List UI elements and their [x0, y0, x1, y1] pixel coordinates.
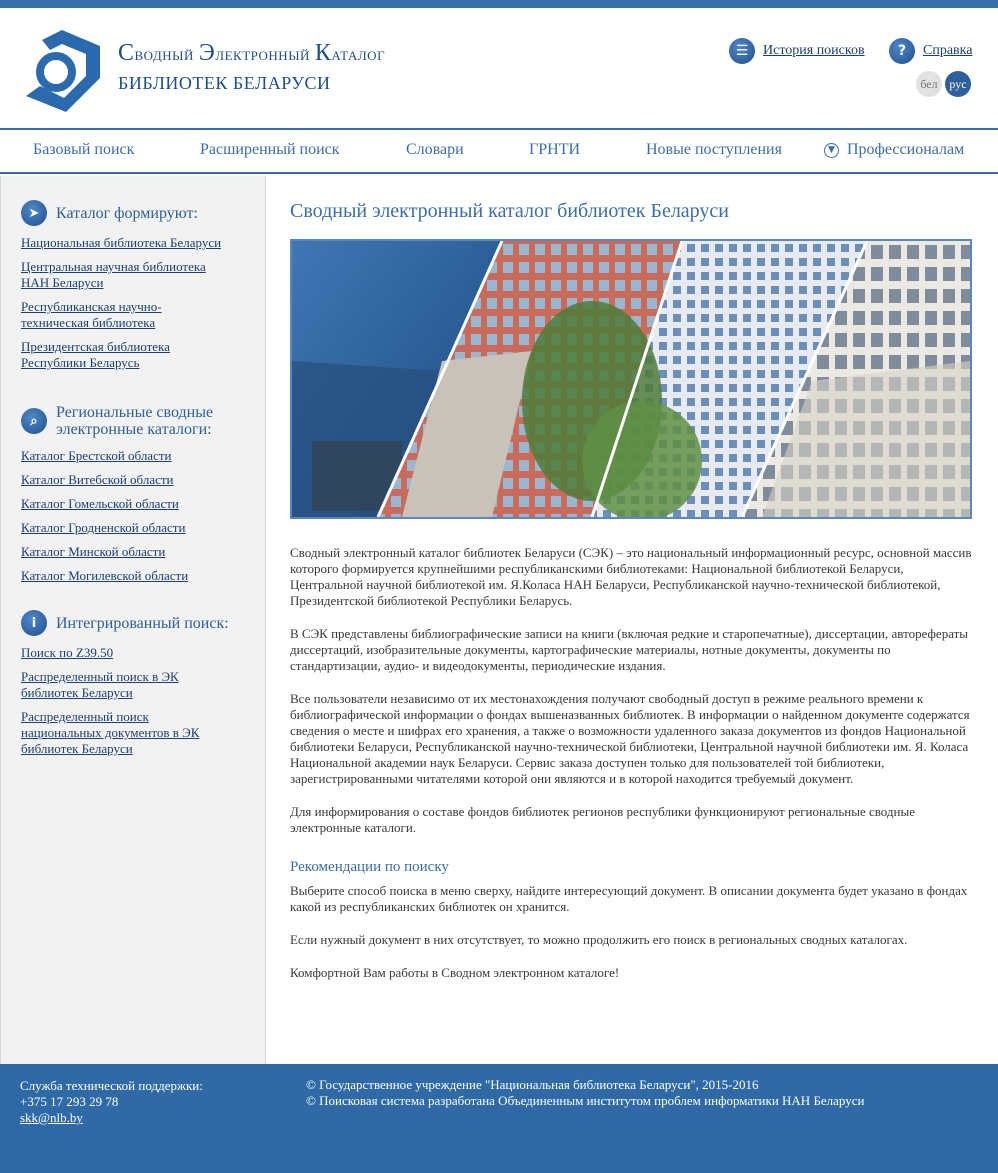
copyright-line-1: © Государственное учреждение "Национальная библиотека Беларуси", 2015-2016 — [306, 1077, 759, 1092]
title-word-2: лектронный — [215, 44, 315, 64]
site-title-line2: БИБЛИОТЕК БЕЛАРУСИ — [118, 73, 331, 93]
support-info — [20, 1078, 203, 1126]
regional-links — [21, 448, 251, 592]
regional-heading — [21, 404, 221, 438]
intro-paragraph-2: В СЭК представлены библиографические записи на книги (включая редкие и старопечатные), диссертации, авторефераты диссертаций, изобразительные документы, картографические материалы, нотные документы, документы по стандартизации, аудио- и видеодокументы, периодические издания. — [290, 626, 969, 673]
lang-rus-button[interactable]: рус — [945, 71, 971, 97]
intro-paragraph-4: Для информирования о составе фондов библиотек регионов республики функционируют региональные сводные электронные каталоги. — [290, 804, 915, 835]
title-cap-1: С — [118, 40, 135, 66]
footer — [0, 1064, 998, 1173]
nav-basic-search[interactable]: Базовый поиск — [33, 141, 135, 158]
integrated-links — [21, 645, 251, 765]
catalog-links — [21, 235, 251, 379]
integrated-heading — [21, 610, 229, 636]
link-republican-tech-library[interactable]: Республиканская научно-техническая библиотека — [21, 299, 162, 330]
sidebar — [0, 176, 266, 1064]
title-cap-3: К — [314, 40, 332, 66]
history-link-group[interactable] — [729, 38, 865, 64]
nav-grnti[interactable]: ГРНТИ — [529, 141, 581, 158]
list-icon[interactable]: ☰ — [729, 38, 755, 64]
intro-text — [290, 545, 974, 998]
library-banner-image — [290, 239, 972, 519]
search-icon: ⌕ — [21, 408, 47, 434]
link-mogilev-catalog[interactable]: Каталог Могилевской области — [21, 568, 189, 583]
main-nav — [0, 128, 998, 174]
question-icon[interactable]: ? — [889, 38, 915, 64]
nav-professionals-label: Профессионалам — [847, 141, 965, 158]
site-title-line1 — [118, 40, 385, 67]
link-minsk-catalog[interactable]: Каталог Минской области — [21, 544, 166, 559]
support-email-link[interactable]: skk@nlb.by — [20, 1110, 83, 1125]
catalog-heading-label: Каталог формируют: — [56, 204, 198, 222]
page-title: Сводный электронный каталог библиотек Беларуси — [290, 200, 729, 222]
link-distributed-search[interactable]: Распределенный поиск в ЭК библиотек Беларуси — [21, 669, 179, 700]
link-z3950-search[interactable]: Поиск по Z39.50 — [21, 645, 114, 660]
nav-professionals[interactable] — [824, 141, 964, 159]
intro-paragraph-3: Все пользователи независимо от их местонахождения получают свободный доступ в режиме реального времени к библиографической информации о фондах вышеназванных библиотек. В информации о найденном документе содержатся сведения о месте и шифрах его хранения, а также о возможности удаленного заказа документов из фондов Национальной библиотеки Беларуси, Республиканской научно-технической библиотеки, Центральной научной библиотеки им. Я. Коласа Национальной академии наук Беларуси. Сервис заказа доступен только для пользователей той библиотеки, зарегистрированными читателями которой они являются и в которой находится требуемый документ. — [290, 691, 970, 786]
help-link[interactable]: Справка — [923, 43, 973, 58]
link-national-library[interactable]: Национальная библиотека Беларуси — [21, 235, 222, 250]
intro-paragraph-1: Сводный электронный каталог библиотек Беларуси (СЭК) – это национальный информационный ресурс, основной массив которого формируется крупнейшими республиканскими библиотеками: Национальной библиотекой Беларуси, Центральной научной библиотекой им. Я.Коласа НАН Беларуси, Республиканской научно-технической библиотекой, Президентской библиотекой Республики Беларусь. — [290, 545, 972, 608]
nav-new-arrivals[interactable]: Новые поступления — [646, 141, 782, 158]
regional-heading-label: Региональные сводные электронные каталоги: — [56, 404, 214, 438]
link-distributed-national-search[interactable]: Распределенный поиск национальных документов в ЭК библиотек Беларуси — [21, 709, 200, 756]
top-accent-bar — [0, 0, 998, 8]
title-word-3: аталог — [331, 44, 386, 64]
help-link-group[interactable] — [889, 38, 972, 64]
history-link[interactable]: История поисков — [763, 43, 865, 58]
support-phone: +375 17 293 29 78 — [20, 1094, 119, 1109]
rec-paragraph-1: Выберите способ поиска в меню сверху, найдите интересующий документ. В описании документа будет указано в фондах какой из республиканских библиотек он хранится. — [290, 883, 968, 914]
header — [0, 8, 998, 128]
link-brest-catalog[interactable]: Каталог Брестской области — [21, 448, 172, 463]
site-logo[interactable] — [20, 26, 104, 116]
copyright — [306, 1077, 865, 1109]
link-gomel-catalog[interactable]: Каталог Гомельской области — [21, 496, 179, 511]
integrated-heading-label: Интегрированный поиск: — [56, 614, 229, 632]
rec-paragraph-3: Комфортной Вам работы в Сводном электронном каталоге! — [290, 965, 620, 980]
support-label: Служба технической поддержки: — [20, 1078, 203, 1093]
title-word-1: водный — [134, 44, 199, 64]
nav-advanced-search[interactable]: Расширенный поиск — [200, 141, 340, 158]
link-vitebsk-catalog[interactable]: Каталог Витебской области — [21, 472, 174, 487]
copyright-line-2: © Поисковая система разработана Объединенным институтом проблем информатики НАН Беларуси — [306, 1093, 865, 1108]
catalog-heading — [21, 200, 198, 226]
library-buildings-illustration — [292, 241, 970, 517]
chevron-down-icon: ▼ — [824, 143, 839, 158]
link-presidential-library[interactable]: Президентская библиотека Республики Беларусь — [21, 339, 170, 370]
recommendations-title: Рекомендации по поиску — [290, 859, 449, 875]
title-cap-2: Э — [198, 40, 216, 66]
link-central-science-library[interactable]: Центральная научная библиотека НАН Беларуси — [21, 259, 206, 290]
catalog-logo-icon: ➤ — [21, 200, 47, 226]
site-title — [118, 40, 385, 94]
link-grodno-catalog[interactable]: Каталог Гродненской области — [21, 520, 186, 535]
rec-paragraph-2: Если нужный документ в них отсутствует, то можно продолжить его поиск в региональных сводных каталогах. — [290, 932, 908, 947]
nav-dictionaries[interactable]: Словари — [406, 141, 464, 158]
lang-bel-button[interactable]: бел — [916, 71, 942, 97]
info-icon: i — [21, 610, 47, 636]
logo-icon — [20, 26, 104, 116]
